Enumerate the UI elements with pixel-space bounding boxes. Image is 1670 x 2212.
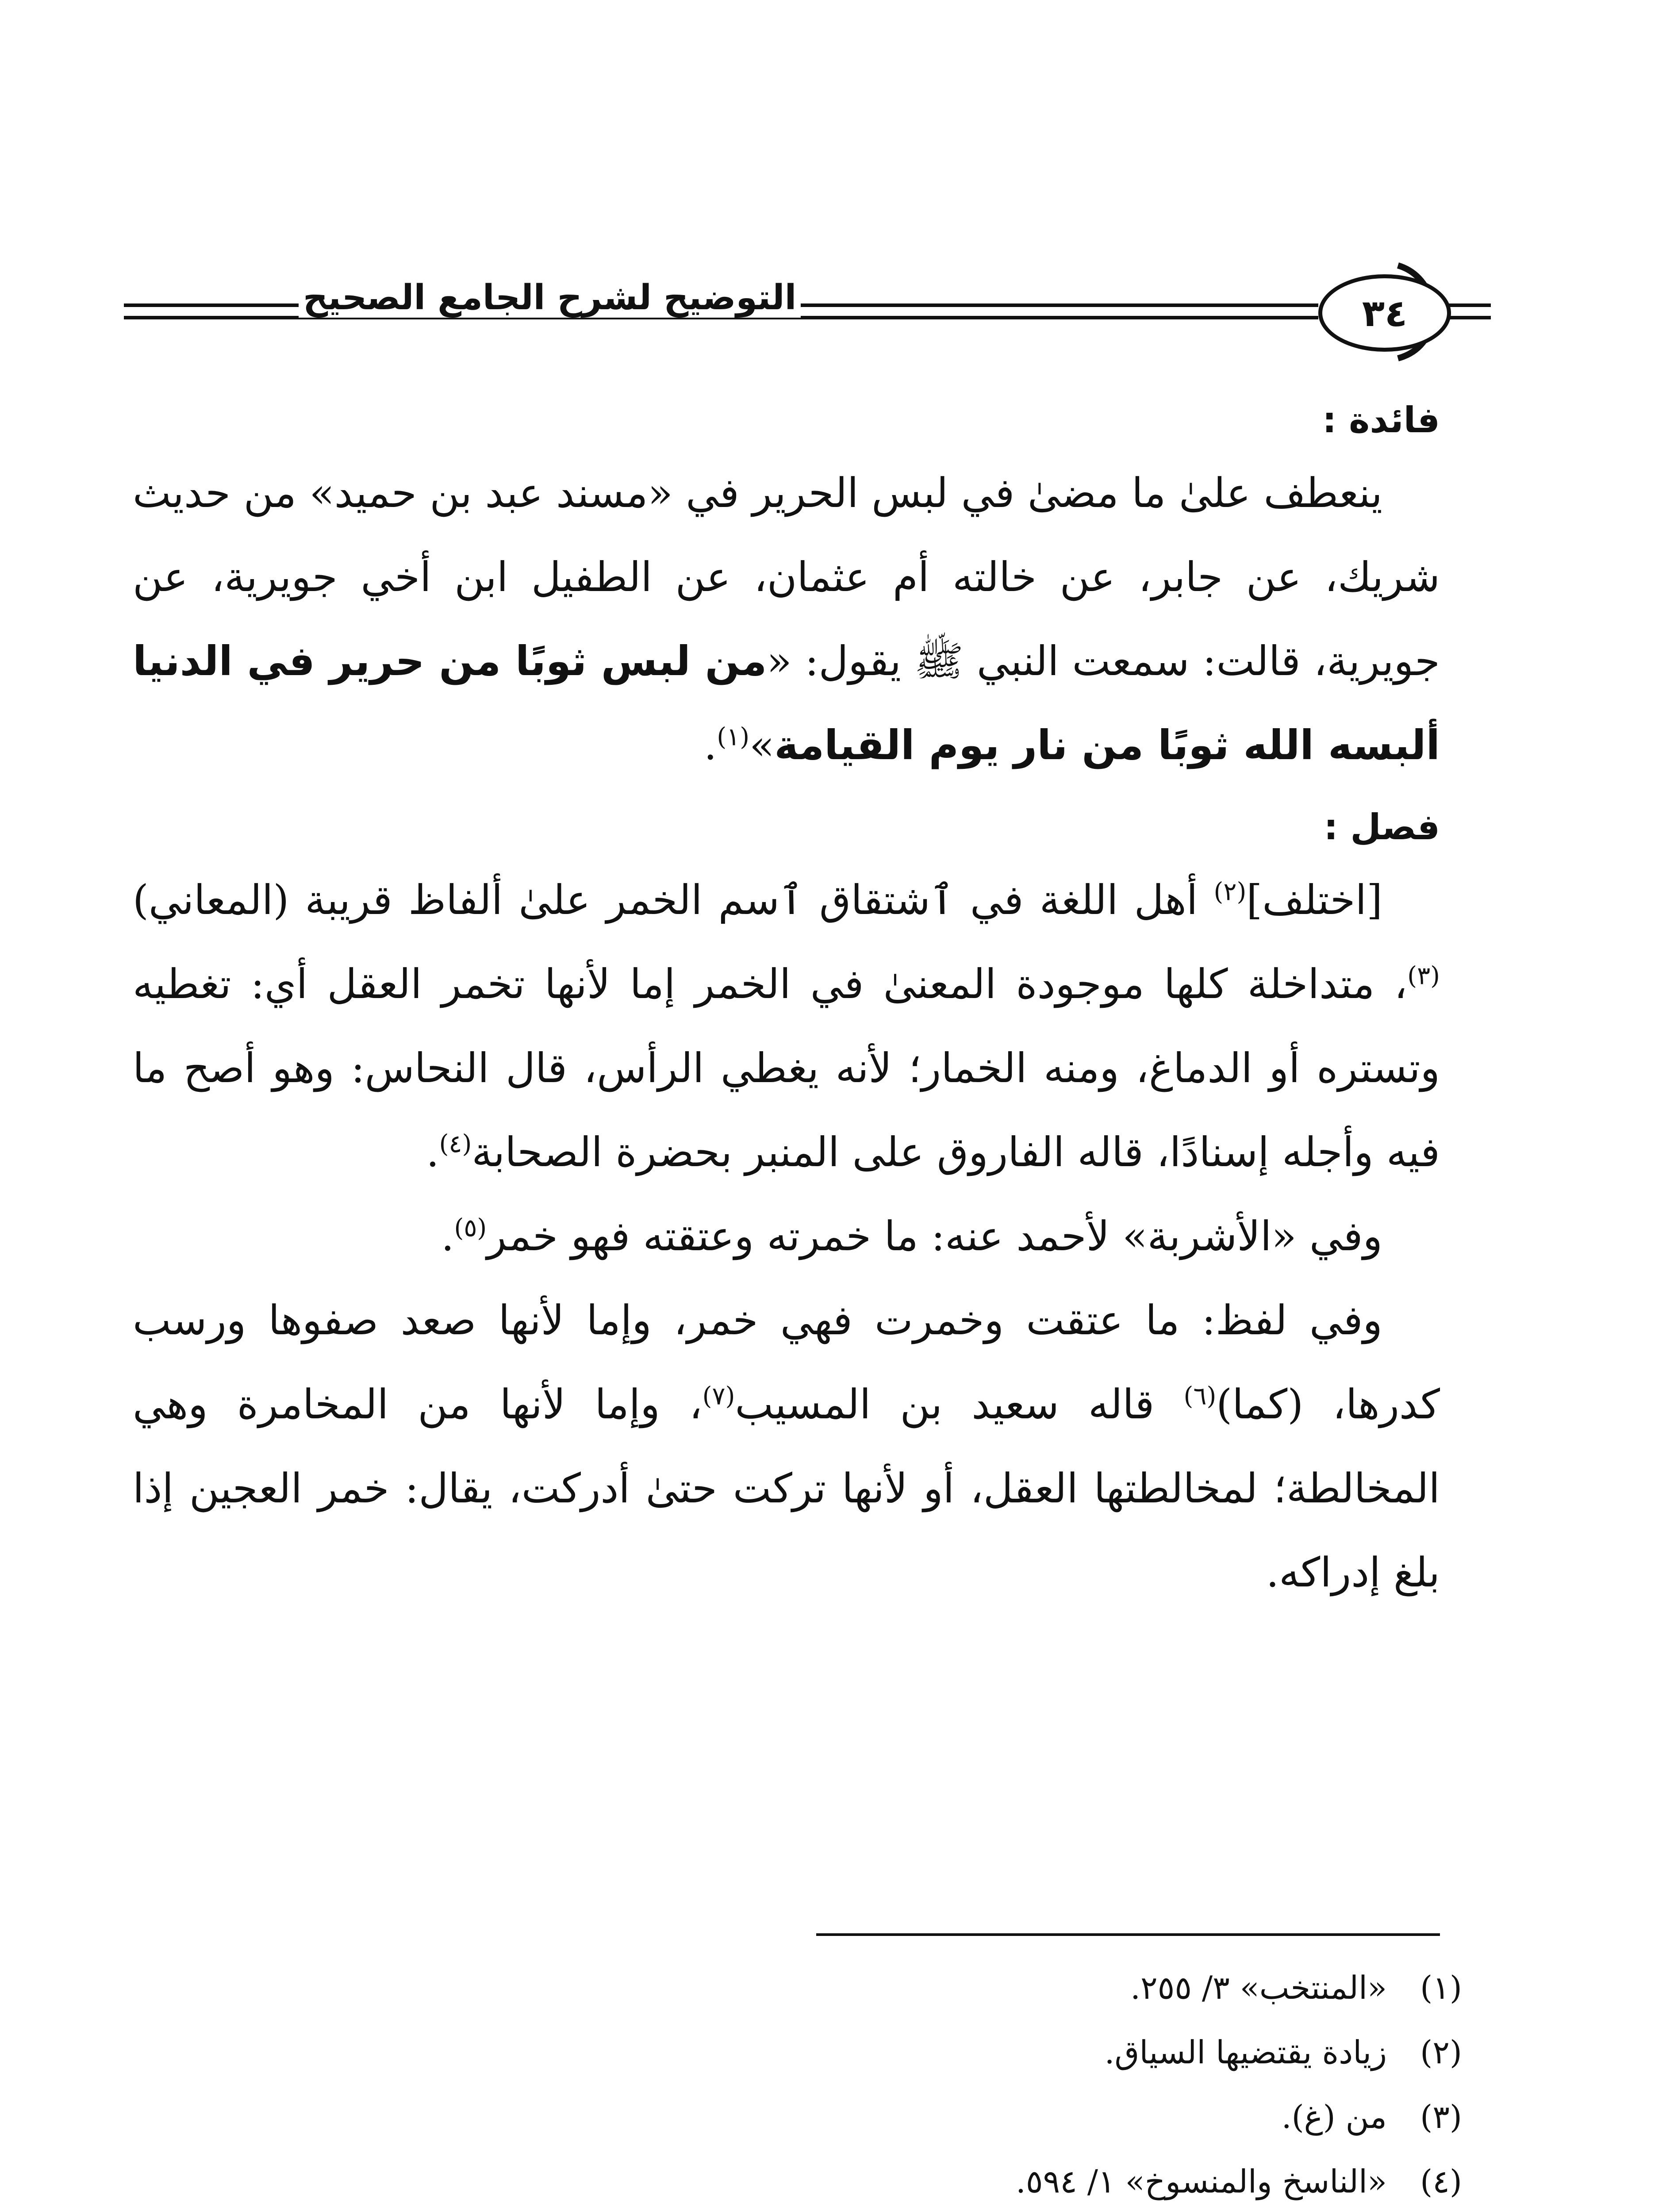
text-run: ، متداخلة كلها موجودة المعنىٰ في الخمر إما لأنها تخمر العقل أي: تغطيه وتستره أو الدماغ، ومنه الخمار؛ لأنه يغطي الرأس، قال النحاس: وهو أصح ما فيه وأجله إسنادًا، قاله الفاروق على المنبر بحضرة الصحابة <box>133 960 1440 1176</box>
text-run: [اختلف] <box>1246 876 1382 924</box>
text-run: . <box>441 1213 454 1260</box>
footnote-text: من (غ). <box>1281 2098 1387 2135</box>
footnote-ref[interactable]: (٦) <box>1183 1382 1217 1411</box>
footnote-ref[interactable]: (٣) <box>1407 961 1440 991</box>
main-text <box>133 389 1440 1615</box>
book-title: التوضيح لشرح الجامع الصحيح <box>299 278 801 318</box>
text-run: . <box>426 1129 439 1176</box>
heading-fasl: فصل : <box>1324 806 1440 848</box>
paragraph-lafz <box>133 1279 1440 1615</box>
text-run: وفي «الأشربة» لأحمد عنه: ما خمرته وعتقته فهو خمر <box>487 1213 1382 1260</box>
footnote-text: زيادة يقتضيها السياق. <box>1104 2034 1387 2071</box>
footnote-ref[interactable]: (٤) <box>439 1129 472 1159</box>
footnote-ref[interactable]: (٧) <box>702 1382 735 1411</box>
text-run: أهل اللغة في ٱشتقاق ٱسم الخمر علىٰ ألفاظ قريبة (المعاني) <box>133 876 1214 924</box>
running-header <box>124 261 1513 363</box>
paragraph-hadith <box>133 451 1440 787</box>
footnotes <box>133 1955 1462 2212</box>
footnote <box>133 2020 1462 2085</box>
footnote-separator <box>816 1933 1440 1936</box>
text-run: قاله سعيد بن المسيب <box>735 1381 1184 1428</box>
footnote-ref[interactable]: (٥) <box>454 1214 487 1243</box>
footnote-text: «المنتخب» ٣/ ٢٥٥. <box>1130 1969 1387 2006</box>
paragraph-etymology <box>133 858 1440 1194</box>
page-number: ٣٤ <box>1318 274 1451 352</box>
footnote-ref[interactable]: (١) <box>717 722 750 752</box>
text-run: وفي لفظ: ما عتقت وخمرت فهي خمر، وإما لأنها صعد صفوها ورسب كدرها، (كما) <box>133 1297 1440 1428</box>
footnote-number: (٣) <box>1420 2098 1462 2135</box>
text-run: » <box>749 722 775 769</box>
footnote <box>133 2149 1462 2212</box>
text-run: ينعطف علىٰ ما مضىٰ في لبس الحرير في «مسند عبد بن حميد» من حديث شريك، عن جابر، عن خالته أم عثمان، عن الطفيل ابن أخي جويرية، عن جويرية، قالت: سمعت النبي ﷺ يقول: « <box>133 469 1440 685</box>
footnote-number: (١) <box>1420 1969 1462 2006</box>
hadith-quote: من لبس ثوبًا من حرير في الدنيا ألبسه الله ثوبًا من نار يوم القيامة <box>133 637 1440 769</box>
paragraph-ashriba <box>133 1194 1440 1279</box>
text-run: ، وإما لأنها من المخامرة وهي المخالطة؛ لمخالطتها العقل، أو لأنها تركت حتىٰ أدركت، يقال: خمر العجين إذا بلغ إدراكه. <box>133 1381 1440 1596</box>
footnote-text: «الناسخ والمنسوخ» ١/ ٥٩٤. <box>1016 2163 1387 2200</box>
footnote-ref[interactable]: (٢) <box>1213 877 1247 906</box>
footnote <box>133 1955 1462 2020</box>
footnote <box>133 2085 1462 2149</box>
footnote-number: (٢) <box>1420 2034 1462 2071</box>
heading-faida: فائدة : <box>1322 399 1440 441</box>
text-run: . <box>704 722 717 769</box>
page-number-ornament <box>1323 261 1513 363</box>
footnote-number: (٤) <box>1420 2163 1462 2200</box>
